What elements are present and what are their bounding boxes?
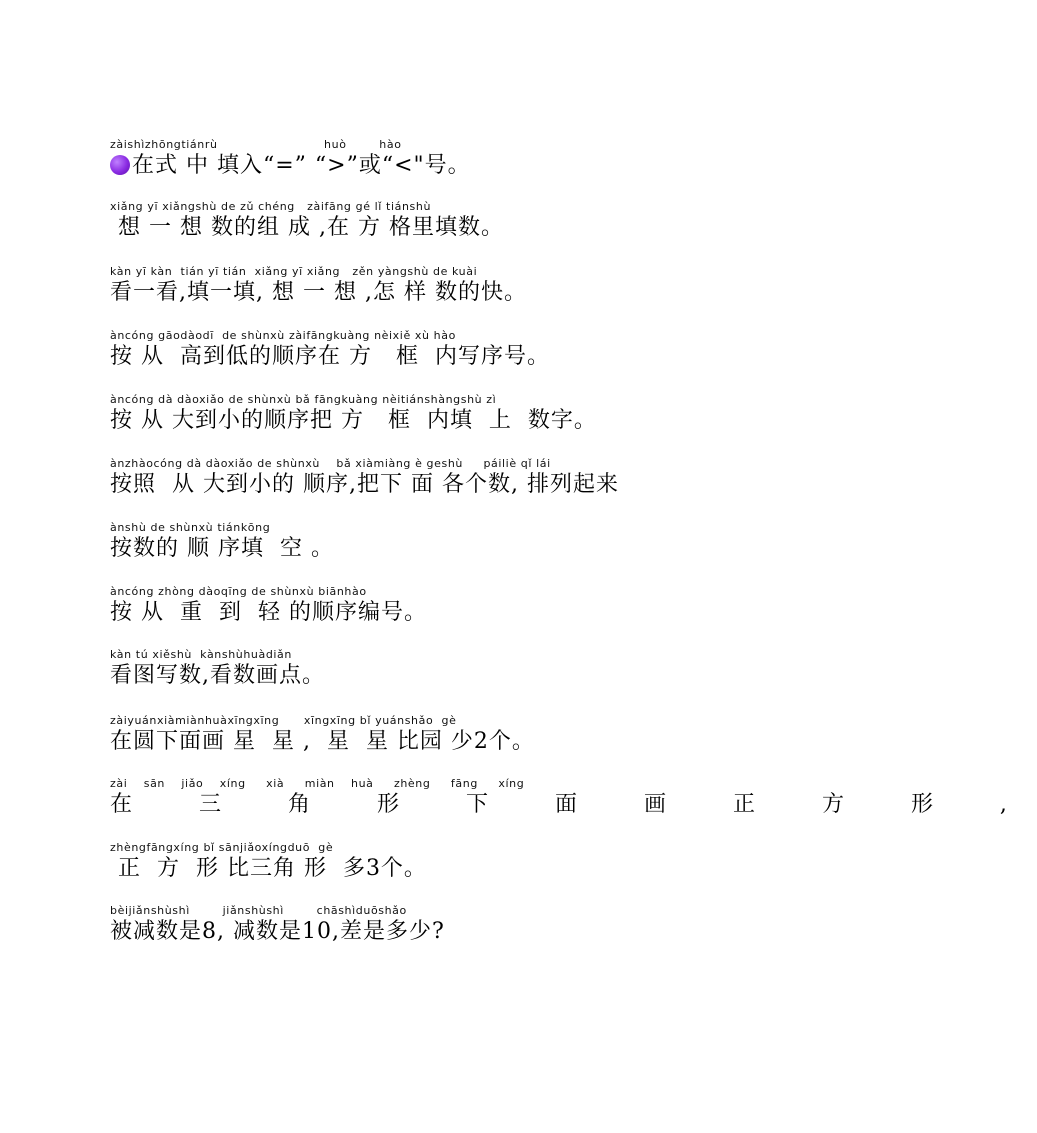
instruction-9 bbox=[110, 648, 690, 690]
pinyin-line: zhèngfāngxíng bǐ sānjiǎoxíngduō gè bbox=[110, 841, 334, 854]
pinyin-line: kàn yī kàn tián yī tián xiǎng yī xiǎng zěn yàngshù de kuài bbox=[110, 265, 478, 278]
pinyin-line: àncóng gāodàodī de shùnxù zàifāngkuàng nèixiě xù hào bbox=[110, 329, 456, 342]
hanzi-line: 在圆下面画 星 星 , 星 星 比园 少2个。 bbox=[110, 729, 535, 754]
purple-circle-icon bbox=[110, 155, 130, 175]
instruction-4 bbox=[110, 329, 690, 371]
pinyin-line: xiǎng yī xiǎngshù de zǔ chéng zàifāng gé lǐ tiánshù bbox=[110, 200, 432, 213]
pinyin-line: kàn tú xiěshù kànshùhuàdiǎn bbox=[110, 648, 292, 661]
instruction-3 bbox=[110, 265, 690, 307]
hanzi-line: 看图写数,看数画点。 bbox=[110, 663, 325, 688]
instruction-2 bbox=[110, 200, 690, 242]
pinyin-line: zàiyuánxiàmiànhuàxīngxīng xīngxīng bǐ yuánshǎo gè bbox=[110, 714, 457, 727]
hanzi-line: 按 从 重 到 轻 的顺序编号。 bbox=[110, 600, 427, 625]
pinyin-line: zàishìzhōngtiánrù huò hào bbox=[110, 138, 402, 151]
pinyin-line: bèijiǎnshùshì jiǎnshùshì chāshìduōshǎo bbox=[110, 904, 407, 917]
pinyin-line: ànzhàocóng dà dàoxiǎo de shùnxù bǎ xiàmiàng è geshù páiliè qǐ lái bbox=[110, 457, 551, 470]
instruction-13 bbox=[110, 904, 690, 946]
hanzi-line: 按 从 高到低的顺序在 方 框 内写序号。 bbox=[110, 344, 550, 369]
instruction-7 bbox=[110, 521, 690, 563]
hanzi-line: 被减数是8, 减数是10,差是多少? bbox=[110, 919, 445, 944]
hanzi-line bbox=[110, 152, 690, 180]
instruction-6 bbox=[110, 457, 690, 499]
instruction-5 bbox=[110, 393, 690, 435]
hanzi-line: 正 方 形 比三角 形 多3个。 bbox=[110, 856, 427, 881]
pinyin-line: àncóng zhòng dàoqīng de shùnxù biānhào bbox=[110, 585, 367, 598]
instruction-12 bbox=[110, 841, 690, 883]
hanzi-line: 想 一 想 数的组 成 ,在 方 格里填数。 bbox=[110, 215, 504, 240]
pinyin-line: zài sān jiǎo xíng xià miàn huà zhèng fāng xíng bbox=[110, 777, 525, 790]
hanzi-line: 按照 从 大到小的 顺序,把下 面 各个数, 排列起来 bbox=[110, 472, 619, 497]
hanzi-text: 在式 中 填入“=” “>”或“<"号。 bbox=[132, 153, 471, 178]
hanzi-line: 看一看,填一填, 想 一 想 ,怎 样 数的快。 bbox=[110, 280, 527, 305]
instruction-1 bbox=[110, 138, 690, 180]
hanzi-line: 按数的 顺 序填 空 。 bbox=[110, 536, 334, 561]
instruction-10 bbox=[110, 714, 690, 756]
hanzi-line: 在 三 角 形 下 面 画 正 方 形 , bbox=[110, 792, 1037, 817]
instruction-8 bbox=[110, 585, 690, 627]
hanzi-line: 按 从 大到小的顺序把 方 框 内填 上 数字。 bbox=[110, 408, 597, 433]
pinyin-line: àncóng dà dàoxiǎo de shùnxù bǎ fāngkuàng nèitiánshàngshù zì bbox=[110, 393, 497, 406]
pinyin-line: ànshù de shùnxù tiánkōng bbox=[110, 521, 271, 534]
instruction-11 bbox=[110, 777, 1037, 819]
